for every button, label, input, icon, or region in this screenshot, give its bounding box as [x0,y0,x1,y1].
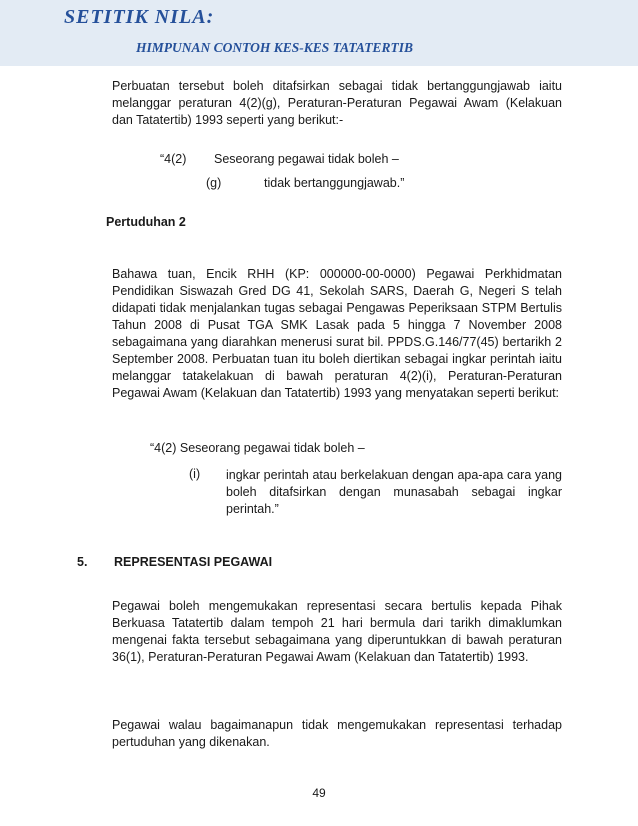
paragraph-3: Pegawai boleh mengemukakan representasi secara bertulis kepada Pihak Berkuasa Tatatertib dalam tempoh 21 hari bermula dari tarikh dimaklumkan mengenai fakta tersebut sebagaimana yang diperuntukkan di bawah peraturan 36(1), Peraturan-Peraturan Pegawai Awam (Kelakuan dan Tatatertib) 1993. [112,599,562,664]
quote2-item-label: (i) [189,467,201,481]
quote1-item-text: tidak bertanggungjawab.” [264,176,405,190]
quote1-text: Seseorang pegawai tidak boleh – [214,152,399,166]
paragraph-2: Bahawa tuan, Encik RHH (KP: 000000-00-0000) Pegawai Perkhidmatan Pendidikan Siswazah Gred DG 41, Sekolah SARS, Daerah G, Negeri S telah didapati tidak menjalankan tugas sebagai Pengawas Peperiksaan STPM Bertulis Tahun 2008 di Pusat TGA SMK Lasak pada 5 hingga 7 November 2008 sebagaimana yang diarahkan menerusi surat bil. PPDS.G.146/77(45) bertarikh 2 September 2008. Perbuatan tuan itu boleh diertikan sebagai ingkar perintah iaitu melanggar tatakelakuan di bawah peraturan 4(2)(i), Peraturan-Peraturan Pegawai Awam (Kelakuan dan Tatatertib) 1993 yang menyatakan seperti berikut: [112,267,562,400]
header-title: SETITIK NILA: [64,6,215,28]
paragraph-4: Pegawai walau bagaimanapun tidak mengemukakan representasi terhadap pertuduhan yang dikenakan. [112,718,562,749]
page-number: 49 [312,786,326,800]
section-5-number: 5. [77,555,88,569]
charge-2-heading: Pertuduhan 2 [106,215,186,229]
paragraph-1: Perbuatan tersebut boleh ditafsirkan sebagai tidak bertanggungjawab iaitu melanggar peraturan 4(2)(g), Peraturan-Peraturan Pegawai Awam (Kelakuan dan Tatatertib) 1993 seperti yang berikut:- [112,79,562,127]
quote1-item-label: (g) [206,176,222,190]
header-subtitle: HIMPUNAN CONTOH KES-KES TATATERTIB [136,40,413,55]
section-5-title: REPRESENTASI PEGAWAI [114,555,273,569]
header-band [0,0,638,66]
quote2-text: “4(2) Seseorang pegawai tidak boleh – [150,441,365,455]
quote1-ref: “4(2) [160,152,187,166]
quote2-item-text: ingkar perintah atau berkelakuan dengan apa-apa cara yang boleh ditafsirkan dengan munasabah sebagai ingkar perintah.” [226,468,562,516]
